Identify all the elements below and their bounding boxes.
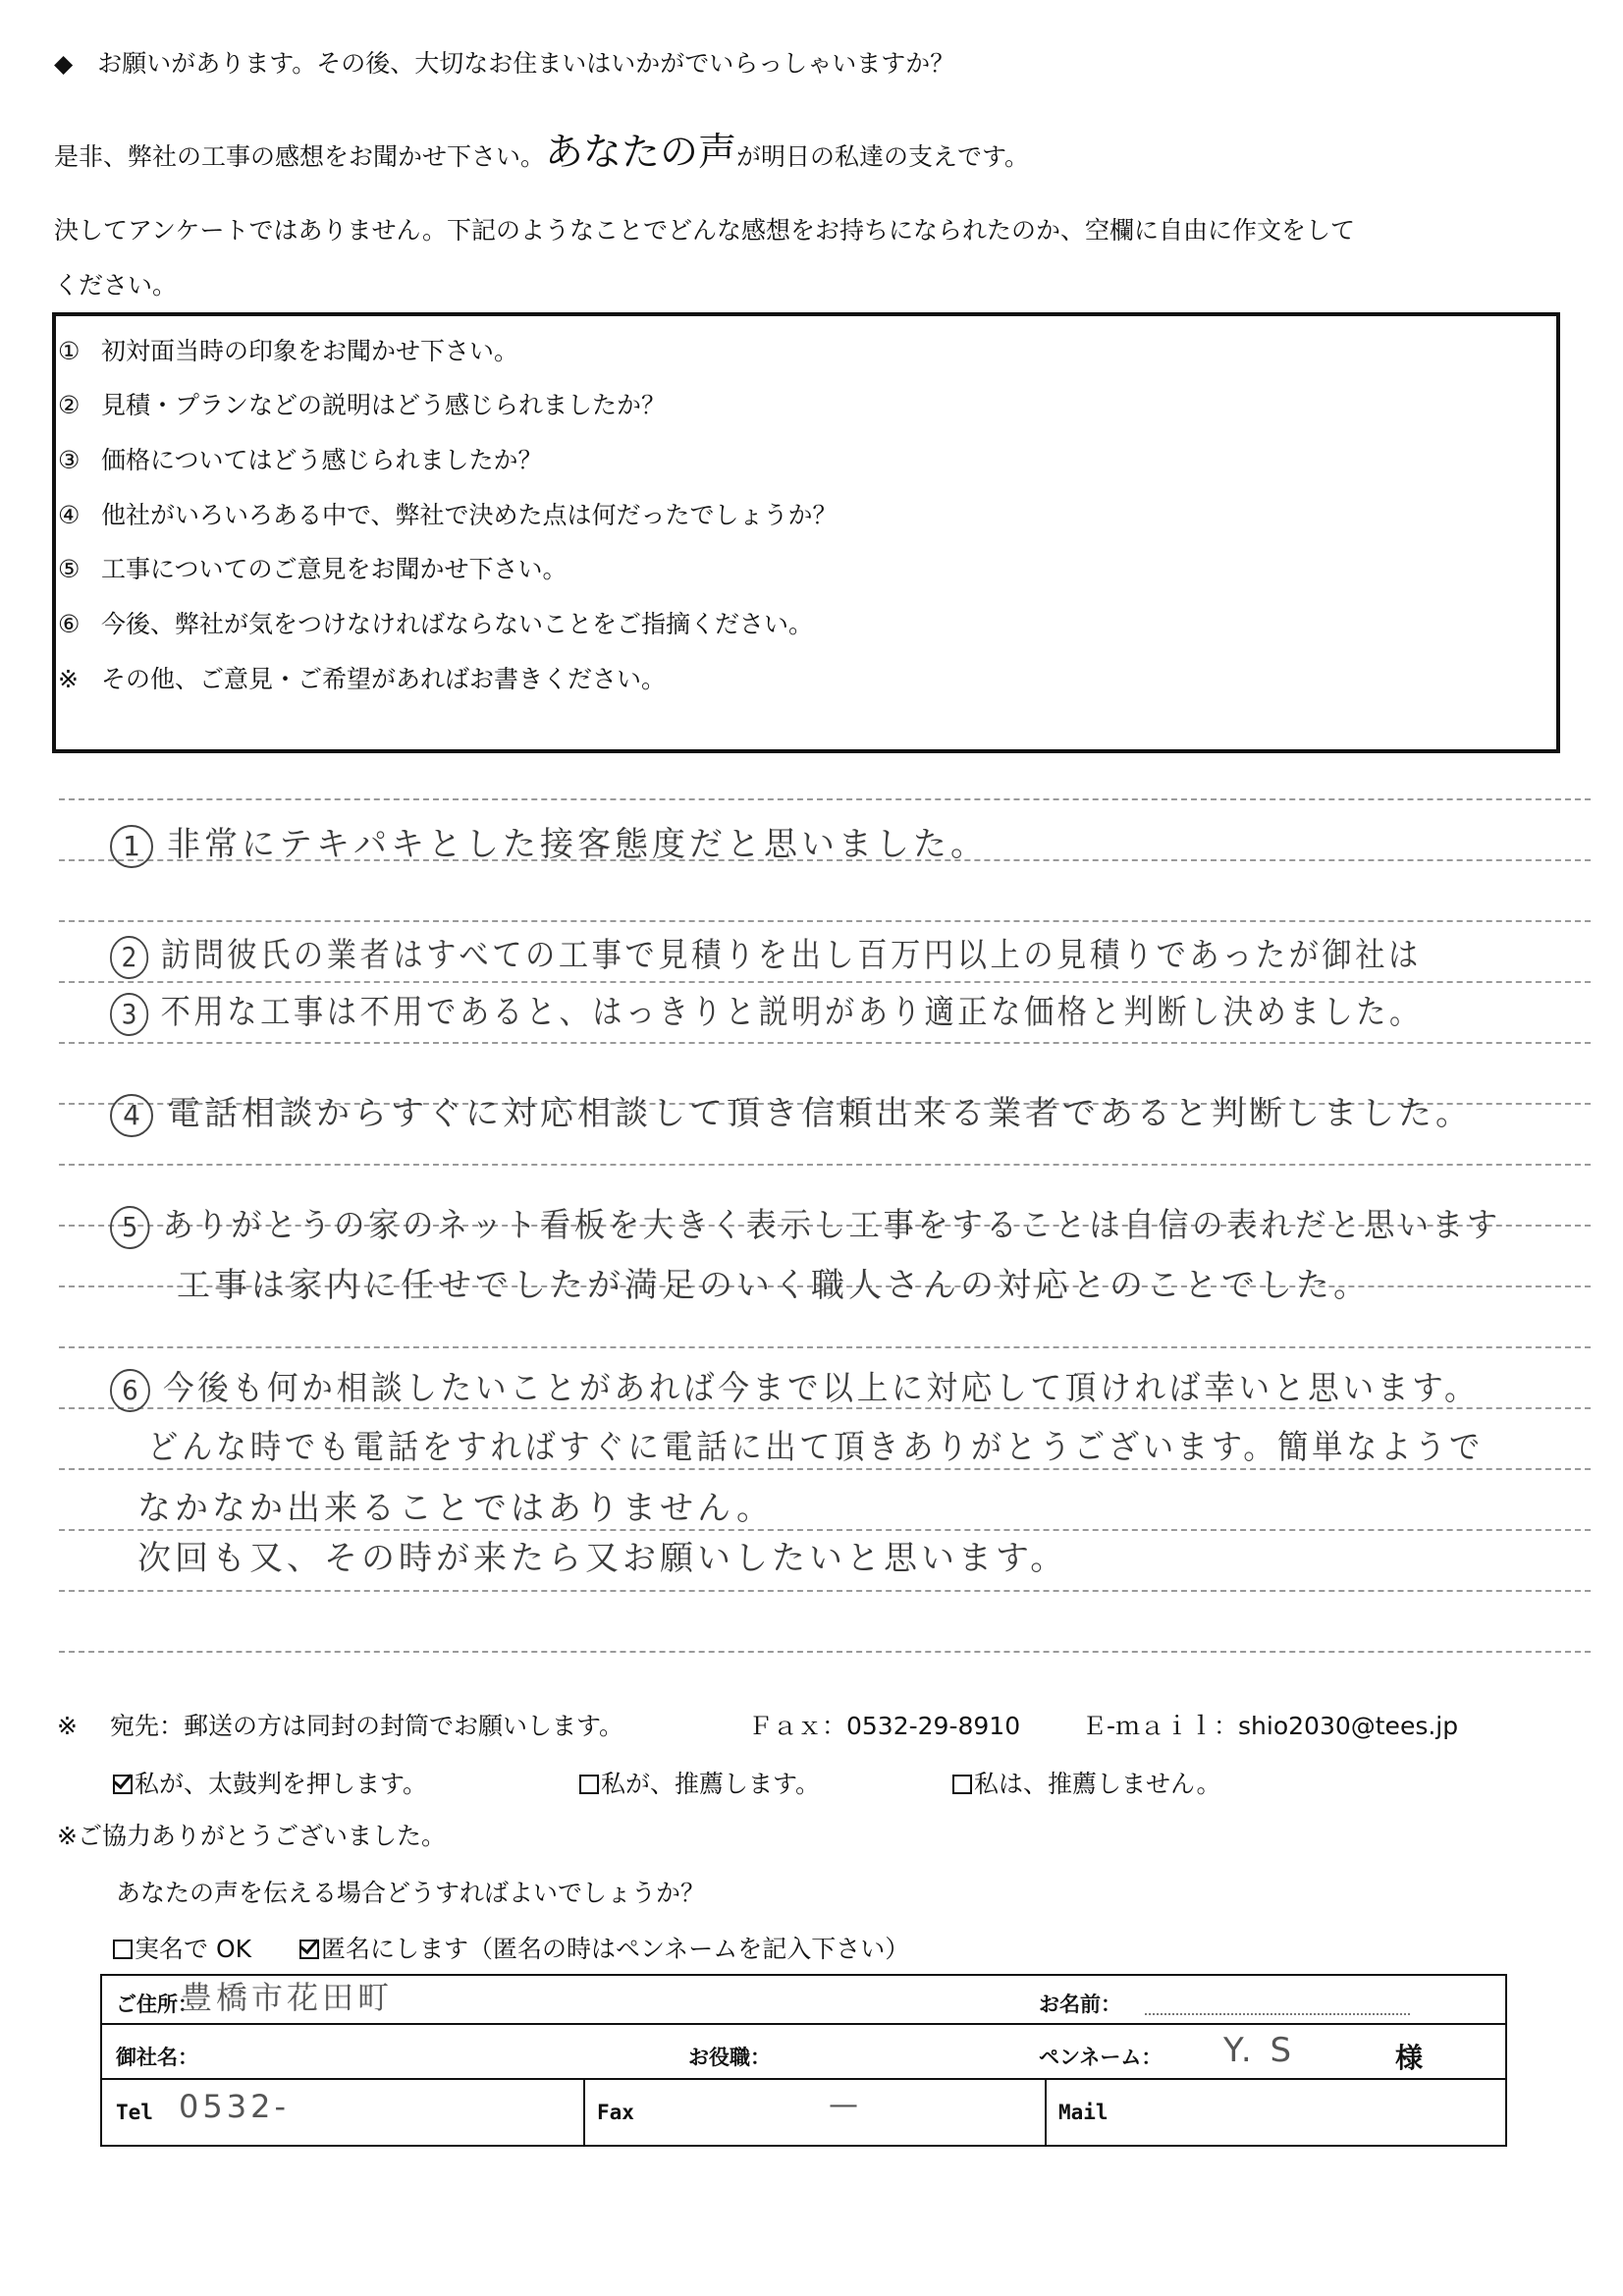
intro-line-2 bbox=[54, 131, 1029, 177]
recommend-option-none[interactable] bbox=[952, 1770, 1221, 1799]
name-label: お名前： bbox=[1039, 1993, 1121, 2016]
question-2 bbox=[58, 386, 666, 421]
answer-3-number: 3 bbox=[110, 993, 148, 1036]
answer-5-number: 5 bbox=[110, 1206, 149, 1249]
fax-value[interactable]: — bbox=[829, 2088, 862, 2122]
honorific-label: 様 bbox=[1395, 2042, 1424, 2074]
answer-6-line-3: なかなか出来ることではありません。 bbox=[137, 1489, 775, 1528]
answer-rule bbox=[59, 1468, 1591, 1470]
question-6 bbox=[58, 605, 813, 640]
footer-address-line: 宛先：郵送の方は同封の封筒でお願いします。 bbox=[110, 1712, 624, 1740]
footer-email: Ｅ-ｍａｉｌ：shio2030@tees.jp bbox=[1082, 1712, 1459, 1740]
answer-6-line-1 bbox=[110, 1361, 1479, 1412]
company-label: 御社名： bbox=[116, 2046, 198, 2069]
answer-6-line-2: どんな時でも電話をすればすぐに電話に出て頂きありがとうございます。簡単なようで bbox=[147, 1428, 1484, 1467]
question-1 bbox=[58, 332, 518, 367]
question-1-mark: ① bbox=[58, 337, 81, 365]
contact-info-table bbox=[100, 1974, 1507, 2147]
question-other bbox=[58, 660, 666, 695]
mail-label: Mail bbox=[1058, 2101, 1109, 2124]
answer-6-number: 6 bbox=[110, 1369, 150, 1412]
recommend-option-normal-label: 私が、推薦します。 bbox=[601, 1770, 821, 1798]
question-4-text: 他社がいろいろある中で、弊社で決めた点は何だったでしょうか？ bbox=[101, 501, 838, 529]
penname-value[interactable]: Y. S bbox=[1223, 2031, 1296, 2070]
title-label: お役職： bbox=[688, 2046, 771, 2069]
publish-question: あなたの声を伝える場合どうすればよいでしょうか？ bbox=[116, 1879, 706, 1907]
address-label: ご住所： bbox=[116, 1993, 198, 2016]
answer-4-number: 4 bbox=[110, 1094, 153, 1137]
answer-rule bbox=[59, 981, 1591, 983]
answer-2 bbox=[110, 928, 1422, 979]
address-value[interactable]: 豊橋市花田町 bbox=[181, 1979, 394, 2016]
question-3-mark: ③ bbox=[58, 446, 81, 474]
question-2-mark: ② bbox=[58, 391, 81, 419]
question-other-text: その他、ご意見・ご希望があればお書きください。 bbox=[101, 665, 667, 693]
intro-your-voice: あなたの声 bbox=[545, 131, 737, 175]
penname-label: ペンネーム： bbox=[1039, 2046, 1163, 2069]
question-4 bbox=[58, 496, 838, 531]
name-field-line[interactable] bbox=[1145, 2013, 1410, 2015]
recommend-option-normal[interactable] bbox=[579, 1770, 820, 1799]
question-5-text: 工事についてのご意見をお聞かせ下さい。 bbox=[101, 555, 568, 583]
checkbox-icon[interactable] bbox=[952, 1775, 972, 1794]
answer-3 bbox=[110, 985, 1423, 1036]
answer-5-line-1 bbox=[110, 1198, 1501, 1249]
answer-3-text: 不用な工事は不用であると、はっきりと説明があり適正な価格と判断し決めました。 bbox=[160, 993, 1423, 1032]
intro-line-1: ◆ お願いがあります。その後、大切なお住まいはいかがでいらっしゃいますか？ bbox=[54, 49, 955, 78]
checkbox-checked-icon[interactable] bbox=[113, 1775, 133, 1794]
real-name-option-label: 実名で OK bbox=[135, 1935, 252, 1963]
answer-5-text-1: ありがとうの家のネット看板を大きく表示し工事をすることは自信の表れだと思います bbox=[162, 1206, 1501, 1245]
recommend-option-strong[interactable] bbox=[113, 1770, 427, 1799]
thanks-line: ※ご協力ありがとうございました。 bbox=[57, 1822, 446, 1850]
real-name-option[interactable] bbox=[113, 1935, 251, 1964]
question-3 bbox=[58, 441, 543, 476]
answer-rule bbox=[59, 1164, 1591, 1166]
footer-note-mark: ※ bbox=[57, 1712, 78, 1740]
answer-1-text: 非常にテキパキとした接客態度だと思いました。 bbox=[167, 825, 988, 864]
answer-rule bbox=[59, 798, 1591, 800]
answer-4 bbox=[110, 1086, 1473, 1137]
fax-label: Fax bbox=[597, 2101, 634, 2124]
answer-rule bbox=[59, 920, 1591, 922]
intro-line-2-post: が明日の私達の支えです。 bbox=[736, 142, 1030, 171]
question-5-mark: ⑤ bbox=[58, 555, 81, 583]
answer-rule bbox=[59, 1042, 1591, 1044]
divider bbox=[583, 2080, 585, 2145]
recommend-option-none-label: 私は、推薦しません。 bbox=[974, 1770, 1221, 1798]
checkbox-checked-icon[interactable] bbox=[299, 1940, 319, 1959]
answer-1 bbox=[110, 817, 988, 868]
question-other-mark: ※ bbox=[58, 665, 79, 693]
question-4-mark: ④ bbox=[58, 501, 81, 529]
answer-rule bbox=[59, 1651, 1591, 1653]
answer-rule bbox=[59, 1346, 1591, 1348]
answer-2-text: 訪問彼氏の業者はすべての工事で見積りを出し百万円以上の見積りであったが御社は bbox=[160, 936, 1422, 975]
anonymous-option-label: 匿名にします（匿名の時はペンネームを記入下さい） bbox=[321, 1935, 910, 1963]
question-3-text: 価格についてはどう感じられましたか？ bbox=[101, 446, 543, 474]
checkbox-icon[interactable] bbox=[579, 1775, 599, 1794]
tel-label: Tel bbox=[116, 2101, 153, 2124]
answer-5-line-2: 工事は家内に任せでしたが満足のいく職人さんの対応とのことでした。 bbox=[177, 1266, 1371, 1305]
answer-rule bbox=[59, 1590, 1591, 1592]
question-box bbox=[52, 312, 1560, 753]
question-1-text: 初対面当時の印象をお聞かせ下さい。 bbox=[101, 337, 519, 365]
footer-fax: Ｆａｘ：0532-29-8910 bbox=[748, 1712, 1021, 1740]
answer-1-number: 1 bbox=[110, 825, 153, 868]
question-5 bbox=[58, 550, 568, 585]
answer-2-number: 2 bbox=[110, 936, 148, 979]
answer-6-line-4: 次回も又、その時が来たら又お願いしたいと思います。 bbox=[137, 1539, 1068, 1578]
divider bbox=[1045, 2080, 1047, 2145]
anonymous-option[interactable] bbox=[299, 1935, 909, 1964]
intro-line-4: ください。 bbox=[54, 271, 178, 300]
intro-line-2-pre: 是非、弊社の工事の感想をお聞かせ下さい。 bbox=[54, 142, 546, 171]
intro-line-3: 決してアンケートではありません。下記のようなことでどんな感想をお持ちになられたのか、空欄に自由に作文をして bbox=[54, 216, 1356, 245]
answer-4-text: 電話相談からすぐに対応相談して頂き信頼出来る業者であると判断しました。 bbox=[167, 1094, 1473, 1133]
answer-6-text-1: 今後も何か相談したいことがあれば今まで以上に対応して頂ければ幸いと思います。 bbox=[162, 1369, 1480, 1408]
checkbox-icon[interactable] bbox=[113, 1940, 133, 1959]
question-2-text: 見積・プランなどの説明はどう感じられましたか？ bbox=[101, 391, 667, 419]
tel-value[interactable]: 0532- bbox=[179, 2088, 290, 2125]
question-6-text: 今後、弊社が気をつけなければならないことをご指摘ください。 bbox=[101, 610, 814, 638]
recommend-option-strong-label: 私が、太鼓判を押します。 bbox=[135, 1770, 428, 1798]
question-6-mark: ⑥ bbox=[58, 610, 81, 638]
